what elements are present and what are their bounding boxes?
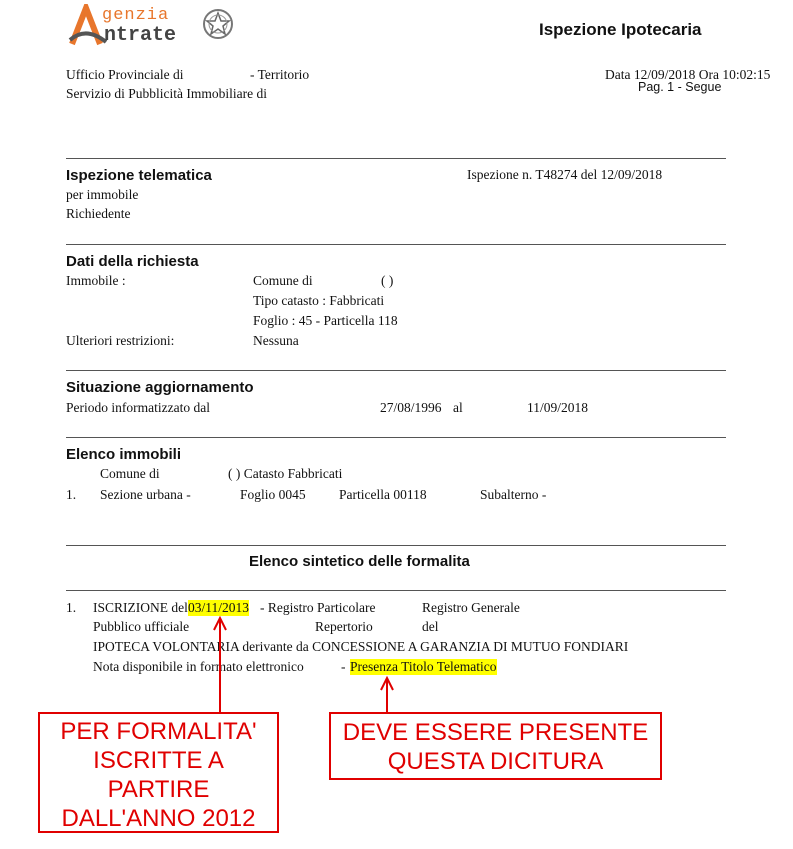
formality-iscrizione: ISCRIZIONE del bbox=[93, 600, 188, 615]
office-line1: Ufficio Provinciale di bbox=[66, 67, 184, 82]
formalities-title: Elenco sintetico delle formalita bbox=[249, 553, 470, 570]
restrictions-value: Nessuna bbox=[253, 333, 299, 348]
properties-catasto: ( ) Catasto Fabbricati bbox=[228, 466, 343, 481]
annotation-left-line: PARTIRE bbox=[107, 776, 210, 803]
divider bbox=[66, 437, 726, 438]
request-title: Dati della richiesta bbox=[66, 253, 199, 270]
update-from: 27/08/1996 bbox=[380, 400, 442, 415]
arrow-right-icon bbox=[381, 678, 393, 712]
annotation-right-line: QUESTA DICITURA bbox=[387, 748, 604, 775]
annotation-left-line: ISCRITTE A bbox=[93, 747, 224, 774]
divider bbox=[66, 370, 726, 371]
formality-date: 03/11/2013 bbox=[188, 600, 250, 615]
page-number: Pag. 1 - Segue bbox=[638, 80, 722, 94]
formality-repertorio: Repertorio bbox=[315, 619, 373, 634]
properties-foglio: Foglio 0045 bbox=[240, 487, 306, 502]
annotation-left-line: PER FORMALITA' bbox=[60, 718, 257, 745]
divider bbox=[66, 545, 726, 546]
properties-index: 1. bbox=[66, 487, 77, 502]
republic-emblem-icon bbox=[201, 6, 235, 44]
logo-line1: genzia bbox=[102, 6, 170, 25]
tipo-catasto: Tipo catasto : Fabbricati bbox=[253, 293, 385, 308]
restrictions-label: Ulteriori restrizioni: bbox=[66, 333, 175, 348]
properties-sezione: Sezione urbana - bbox=[100, 487, 191, 502]
foglio-particella: Foglio : 45 - Particella 118 bbox=[253, 313, 398, 328]
formality-index: 1. bbox=[66, 600, 77, 615]
properties-subalterno: Subalterno - bbox=[480, 487, 547, 502]
immobile-label: Immobile : bbox=[66, 273, 126, 288]
annotation-right-line: DEVE ESSERE PRESENTE bbox=[342, 719, 649, 746]
request-comune: Comune di bbox=[253, 273, 313, 288]
agenzia-entrate-logo bbox=[66, 4, 236, 48]
inspection-sub1: per immobile bbox=[66, 187, 139, 202]
inspection-sub2: Richiedente bbox=[66, 206, 131, 221]
formality-reg-gen: Registro Generale bbox=[422, 600, 520, 615]
divider bbox=[66, 158, 726, 159]
divider bbox=[66, 590, 726, 591]
document-title: Ispezione Ipotecaria bbox=[539, 20, 702, 39]
inspection-title: Ispezione telematica bbox=[66, 167, 212, 184]
annotation-left-line: DALL'ANNO 2012 bbox=[61, 805, 256, 832]
update-al: al bbox=[453, 400, 463, 415]
update-label: Periodo informatizzato dal bbox=[66, 400, 210, 415]
formality-nota-dash: - bbox=[341, 659, 346, 674]
formality-presenza: Presenza Titolo Telematico bbox=[350, 659, 497, 674]
logo-line2: ntrate bbox=[104, 24, 177, 47]
annotation-box-right bbox=[329, 712, 662, 780]
request-comune-paren: ( ) bbox=[381, 273, 394, 288]
inspection-number: Ispezione n. T48274 del 12/09/2018 bbox=[467, 167, 663, 182]
properties-particella: Particella 00118 bbox=[339, 487, 427, 502]
office-line1-suffix: - Territorio bbox=[250, 67, 310, 82]
formality-del: del bbox=[422, 619, 439, 634]
formality-ipoteca: IPOTECA VOLONTARIA derivante da CONCESSIONE A GARANZIA DI MUTUO FONDIARI bbox=[93, 639, 629, 654]
office-line2: Servizio di Pubblicità Immobiliare di bbox=[66, 86, 267, 101]
formality-nota: Nota disponibile in formato elettronico bbox=[93, 659, 304, 674]
properties-comune: Comune di bbox=[100, 466, 160, 481]
divider bbox=[66, 244, 726, 245]
annotation-box-left bbox=[38, 712, 279, 833]
formality-reg-part: - Registro Particolare bbox=[260, 600, 376, 615]
update-to: 11/09/2018 bbox=[527, 400, 589, 415]
update-title: Situazione aggiornamento bbox=[66, 379, 254, 396]
properties-title: Elenco immobili bbox=[66, 446, 182, 463]
formality-pubblico: Pubblico ufficiale bbox=[93, 619, 190, 634]
print-date: Data 12/09/2018 Ora 10:02:15 bbox=[605, 67, 771, 82]
